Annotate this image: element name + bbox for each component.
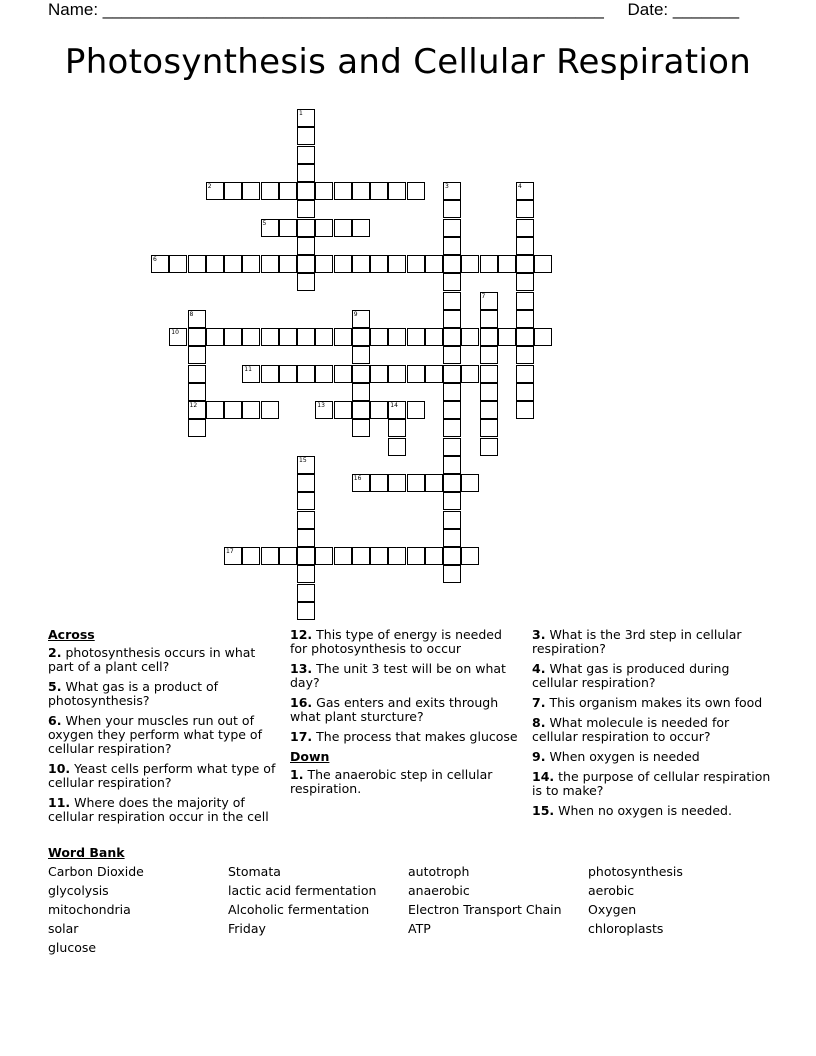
crossword-cell[interactable]: [516, 219, 534, 237]
word-bank-item: chloroplasts: [588, 921, 664, 936]
crossword-cell[interactable]: [242, 255, 260, 273]
crossword-cell[interactable]: [242, 547, 260, 565]
crossword-cell[interactable]: [370, 328, 388, 346]
word-bank-item: Electron Transport Chain: [408, 902, 562, 917]
crossword-cell[interactable]: [261, 328, 279, 346]
crossword-cell[interactable]: [297, 255, 315, 273]
crossword-cell[interactable]: [188, 365, 206, 383]
word-bank-item: anaerobic: [408, 883, 470, 898]
crossword-cell[interactable]: [352, 547, 370, 565]
crossword-cell[interactable]: [498, 255, 516, 273]
clue-number: 8: [189, 310, 194, 318]
crossword-cell[interactable]: [443, 346, 461, 364]
crossword-cell[interactable]: [188, 255, 206, 273]
across-clue-5: 5. What gas is a product of photosynthesis?: [48, 679, 219, 708]
clue-number: 13: [317, 402, 325, 409]
across-clue-6: 6. When your muscles run out of oxygen they perform what type of cellular respiration?: [48, 713, 262, 756]
crossword-cell[interactable]: [352, 219, 370, 237]
crossword-cell[interactable]: [297, 365, 315, 383]
crossword-cell[interactable]: [516, 328, 534, 346]
crossword-cell[interactable]: [407, 474, 425, 492]
crossword-cell[interactable]: [151, 255, 169, 273]
crossword-cell[interactable]: [315, 365, 333, 383]
crossword-cell[interactable]: [461, 547, 479, 565]
crossword-cell[interactable]: [315, 219, 333, 237]
down-clue-8: 8. What molecule is needed for cellular respiration to occur?: [532, 715, 730, 744]
crossword-cell[interactable]: [443, 492, 461, 510]
crossword-cell[interactable]: [334, 547, 352, 565]
crossword-cell[interactable]: [352, 383, 370, 401]
clue-number: 2: [207, 183, 212, 190]
crossword-cell[interactable]: [297, 273, 315, 291]
crossword-cell[interactable]: [261, 255, 279, 273]
crossword-cell[interactable]: [443, 456, 461, 474]
crossword-cell[interactable]: [224, 182, 242, 200]
crossword-cell[interactable]: [443, 511, 461, 529]
crossword-cell[interactable]: [516, 401, 534, 419]
crossword-cell[interactable]: [388, 547, 406, 565]
word-bank-item: lactic acid fermentation: [228, 883, 377, 898]
crossword-cell[interactable]: [443, 529, 461, 547]
crossword-cell[interactable]: [188, 383, 206, 401]
crossword-cell[interactable]: [480, 255, 498, 273]
clues-column-2: [290, 628, 522, 802]
down-clue-1: 1. The anaerobic step in cellular respiration.: [290, 767, 493, 796]
crossword-cell[interactable]: [480, 419, 498, 437]
word-bank-item: aerobic: [588, 883, 635, 898]
crossword-cell[interactable]: [480, 346, 498, 364]
crossword-cell[interactable]: [279, 182, 297, 200]
crossword-cell[interactable]: [461, 474, 479, 492]
crossword-cell[interactable]: [388, 328, 406, 346]
clue-number: 14: [390, 402, 398, 409]
crossword-cell[interactable]: [534, 255, 552, 273]
crossword-cell[interactable]: [206, 255, 224, 273]
crossword-cell[interactable]: [370, 365, 388, 383]
crossword-cell[interactable]: [407, 365, 425, 383]
crossword-cell[interactable]: [279, 219, 297, 237]
crossword-cell[interactable]: [388, 474, 406, 492]
crossword-cell[interactable]: [242, 182, 260, 200]
crossword-cell[interactable]: [297, 237, 315, 255]
crossword-cell[interactable]: [352, 346, 370, 364]
word-bank-item: Stomata: [228, 864, 281, 879]
crossword-cell[interactable]: [297, 602, 315, 620]
crossword-cell[interactable]: [297, 565, 315, 583]
crossword-cell[interactable]: [261, 401, 279, 419]
crossword-cell[interactable]: [443, 328, 461, 346]
crossword-cell[interactable]: [297, 127, 315, 145]
crossword-cell[interactable]: [334, 219, 352, 237]
crossword-cell[interactable]: [334, 365, 352, 383]
crossword-cell[interactable]: [334, 182, 352, 200]
crossword-cell[interactable]: [242, 401, 260, 419]
crossword-cell[interactable]: [370, 474, 388, 492]
crossword-cell[interactable]: [516, 292, 534, 310]
crossword-cell[interactable]: [443, 474, 461, 492]
crossword-cell[interactable]: [480, 310, 498, 328]
page-title: Photosynthesis and Cellular Respiration: [64, 42, 752, 82]
crossword-cell[interactable]: [407, 547, 425, 565]
crossword-cell[interactable]: [297, 109, 315, 127]
word-bank-item: Alcoholic fermentation: [228, 902, 370, 917]
crossword-cell[interactable]: [315, 547, 333, 565]
crossword-cell[interactable]: [443, 292, 461, 310]
word-bank-item: photosynthesis: [588, 864, 683, 879]
crossword-cell[interactable]: [388, 182, 406, 200]
crossword-cell[interactable]: [297, 164, 315, 182]
crossword-cell[interactable]: [261, 365, 279, 383]
crossword-cell[interactable]: [516, 365, 534, 383]
down-clue-4: 4. What gas is produced during cellular respiration?: [532, 661, 730, 690]
crossword-cell[interactable]: [443, 273, 461, 291]
crossword-cell[interactable]: [352, 182, 370, 200]
crossword-cell[interactable]: [461, 365, 479, 383]
word-bank-item: Carbon Dioxide: [48, 864, 144, 879]
crossword-cell[interactable]: [315, 328, 333, 346]
word-bank-item: ATP: [408, 921, 431, 936]
crossword-cell[interactable]: [480, 328, 498, 346]
crossword-cell[interactable]: [315, 401, 333, 419]
down-clue-3: 3. What is the 3rd step in cellular respiration?: [532, 627, 742, 656]
crossword-cell[interactable]: [242, 328, 260, 346]
across-clue-13: 13. The unit 3 test will be on what day?: [290, 661, 506, 690]
across-clue-10: 10. Yeast cells perform what type of cellular respiration?: [48, 761, 276, 790]
across-clue-16: 16. Gas enters and exits through what plant sturcture?: [290, 695, 499, 724]
crossword-cell[interactable]: [370, 401, 388, 419]
crossword-cell[interactable]: [443, 547, 461, 565]
down-clue-14: 14. the purpose of cellular respiration is to make?: [532, 769, 771, 798]
crossword-cell[interactable]: [297, 328, 315, 346]
crossword-cell[interactable]: [534, 328, 552, 346]
crossword-cell[interactable]: [370, 547, 388, 565]
crossword-cell[interactable]: [407, 328, 425, 346]
crossword-cell[interactable]: [407, 255, 425, 273]
clue-number: 7: [481, 292, 486, 300]
crossword-cell[interactable]: [297, 547, 315, 565]
crossword-cell[interactable]: [480, 365, 498, 383]
across-clue-17: 17. The process that makes glucose: [290, 729, 518, 744]
crossword-cell[interactable]: [297, 529, 315, 547]
crossword-cell[interactable]: [261, 219, 279, 237]
crossword-cell[interactable]: [443, 401, 461, 419]
name-date-line: Name: _____________________________________________________ Date: _______: [48, 0, 740, 19]
crossword-cell[interactable]: [224, 328, 242, 346]
crossword-cell[interactable]: [516, 346, 534, 364]
clue-number: 12: [189, 402, 198, 409]
crossword-cell[interactable]: [297, 584, 315, 602]
crossword-cell[interactable]: [388, 419, 406, 437]
crossword-cell[interactable]: [443, 237, 461, 255]
crossword-cell[interactable]: [334, 255, 352, 273]
crossword-cell[interactable]: [352, 255, 370, 273]
down-clue-15: 15. When no oxygen is needed.: [532, 803, 732, 818]
clue-number: 6: [153, 256, 157, 263]
crossword-cell[interactable]: [443, 365, 461, 383]
crossword-cell[interactable]: [297, 456, 315, 474]
crossword-cell[interactable]: [206, 401, 224, 419]
clue-number: 15: [299, 456, 307, 464]
crossword-cell[interactable]: [279, 547, 297, 565]
clues-column-1: [48, 628, 284, 830]
crossword-cell[interactable]: [188, 419, 206, 437]
crossword-cell[interactable]: [425, 255, 443, 273]
crossword-cell[interactable]: [443, 419, 461, 437]
crossword-cell[interactable]: [224, 547, 242, 565]
crossword-cell[interactable]: [188, 401, 206, 419]
crossword-cell[interactable]: [443, 565, 461, 583]
clue-number: 3: [445, 183, 449, 190]
crossword-cell[interactable]: [297, 492, 315, 510]
crossword-cell[interactable]: [352, 365, 370, 383]
crossword-cell[interactable]: [169, 328, 187, 346]
crossword-cell[interactable]: [516, 182, 534, 200]
down-clue-7: 7. This organism makes its own food: [532, 695, 763, 710]
crossword-cell[interactable]: [224, 255, 242, 273]
crossword-cell[interactable]: [352, 474, 370, 492]
across-clue-12: 12. This type of energy is needed for photosynthesis to occur: [290, 627, 502, 656]
crossword-cell[interactable]: [224, 401, 242, 419]
crossword-cell[interactable]: [516, 310, 534, 328]
crossword-cell[interactable]: [352, 328, 370, 346]
word-bank-item: Friday: [228, 921, 266, 936]
clue-number: 17: [226, 548, 234, 555]
across-clue-2: 2. photosynthesis occurs in what part of a plant cell?: [48, 645, 256, 674]
crossword-cell[interactable]: [425, 547, 443, 565]
word-bank-item: solar: [48, 921, 79, 936]
crossword-cell[interactable]: [261, 547, 279, 565]
crossword-cell[interactable]: [297, 511, 315, 529]
clue-number: 1: [299, 110, 303, 117]
crossword-cell[interactable]: [388, 365, 406, 383]
crossword-cell[interactable]: [425, 365, 443, 383]
crossword-cell[interactable]: [206, 328, 224, 346]
crossword-cell[interactable]: [443, 200, 461, 218]
word-bank-item: mitochondria: [48, 902, 131, 917]
crossword-cell[interactable]: [480, 401, 498, 419]
crossword-cell[interactable]: [188, 328, 206, 346]
crossword-cell[interactable]: [334, 328, 352, 346]
crossword-cell[interactable]: [407, 182, 425, 200]
word-bank-item: glycolysis: [48, 883, 109, 898]
clue-number: 16: [353, 475, 362, 482]
crossword-cell[interactable]: [443, 383, 461, 401]
word-bank-item: glucose: [48, 940, 97, 955]
clue-number: 4: [518, 183, 522, 190]
clues-column-3: [532, 628, 772, 824]
crossword-cell[interactable]: [388, 438, 406, 456]
word-bank: [48, 864, 768, 959]
crossword-cell[interactable]: [297, 146, 315, 164]
clue-number: 10: [171, 329, 179, 336]
crossword-cell[interactable]: [516, 273, 534, 291]
crossword-cell[interactable]: [370, 255, 388, 273]
crossword-cell[interactable]: [388, 255, 406, 273]
crossword-cell[interactable]: [297, 200, 315, 218]
crossword-cell[interactable]: [498, 328, 516, 346]
crossword-cell[interactable]: [315, 255, 333, 273]
crossword-cell[interactable]: [279, 365, 297, 383]
crossword-cell[interactable]: [188, 310, 206, 328]
crossword-cell[interactable]: [443, 255, 461, 273]
down-clue-9: 9. When oxygen is needed: [532, 749, 700, 764]
crossword-cell[interactable]: [516, 237, 534, 255]
crossword-cell[interactable]: [279, 328, 297, 346]
crossword-cell[interactable]: [516, 200, 534, 218]
crossword-cell[interactable]: [443, 219, 461, 237]
crossword-cell[interactable]: [352, 401, 370, 419]
crossword-cell[interactable]: [206, 182, 224, 200]
crossword-cell[interactable]: [516, 383, 534, 401]
crossword-cell[interactable]: [516, 255, 534, 273]
across-heading: Across: [48, 627, 95, 642]
crossword-cell[interactable]: [480, 438, 498, 456]
word-bank-item: Oxygen: [588, 902, 637, 917]
across-clue-11: 11. Where does the majority of cellular respiration occur in the cell: [48, 795, 269, 824]
crossword-cell[interactable]: [261, 182, 279, 200]
clue-number: 5: [262, 219, 267, 227]
down-heading: Down: [290, 749, 330, 764]
crossword-cell[interactable]: [242, 365, 260, 383]
word-bank-heading: Word Bank: [48, 845, 125, 860]
crossword-cell[interactable]: [407, 401, 425, 419]
crossword-cell[interactable]: [370, 182, 388, 200]
crossword-cell[interactable]: [388, 401, 406, 419]
crossword-cell[interactable]: [443, 310, 461, 328]
crossword-cell[interactable]: [461, 328, 479, 346]
clue-number: 11: [244, 365, 252, 373]
crossword-cell[interactable]: [352, 310, 370, 328]
crossword-cell[interactable]: [352, 419, 370, 437]
crossword-cell[interactable]: [461, 255, 479, 273]
crossword-cell[interactable]: [297, 182, 315, 200]
crossword-cell[interactable]: [315, 182, 333, 200]
crossword-cell[interactable]: [297, 474, 315, 492]
crossword-cell[interactable]: [297, 219, 315, 237]
crossword-cell[interactable]: [169, 255, 187, 273]
crossword-cell[interactable]: [443, 182, 461, 200]
clue-number: 9: [353, 310, 358, 318]
crossword-cell[interactable]: [425, 328, 443, 346]
crossword-cell[interactable]: [443, 438, 461, 456]
crossword-cell[interactable]: [334, 401, 352, 419]
crossword-cell[interactable]: [425, 474, 443, 492]
crossword-cell[interactable]: [480, 292, 498, 310]
crossword-cell[interactable]: [480, 383, 498, 401]
crossword-cell[interactable]: [188, 346, 206, 364]
crossword-cell[interactable]: [279, 255, 297, 273]
word-bank-item: autotroph: [408, 864, 470, 879]
